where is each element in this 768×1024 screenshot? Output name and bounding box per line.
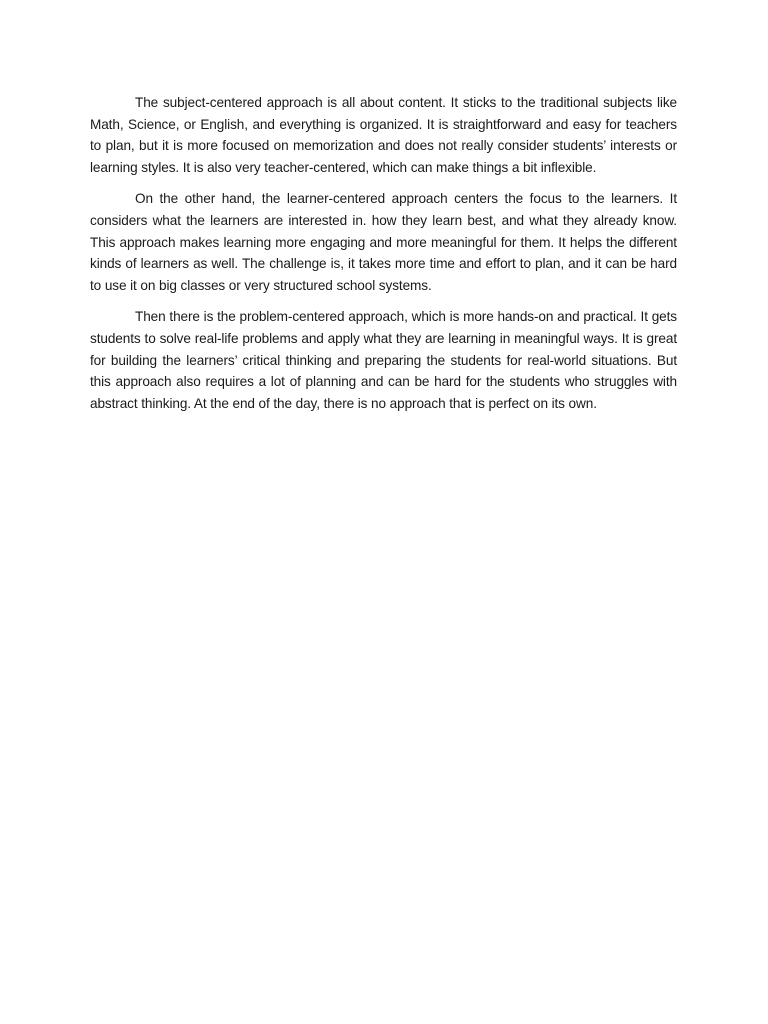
paragraph-subject-centered: The subject-centered approach is all about content. It sticks to the traditional subjects like Math, Science, or English, and everything is organized. It is straightforward and easy for teachers to plan, but it is more focused on memorization and does not really consider students’ interests or learning styles. It is also very teacher-centered, which can make things a bit inflexible.: [90, 95, 677, 175]
paragraph-learner-centered: On the other hand, the learner-centered approach centers the focus to the learners. It considers what the learners are interested in. how they learn best, and what they already know. This approach makes learning more engaging and more meaningful for them. It helps the different kinds of learners as well. The challenge is, it takes more time and effort to plan, and it can be hard to use it on big classes or very structured school systems.: [90, 191, 677, 293]
paragraph-problem-centered: Then there is the problem-centered approach, which is more hands-on and practical. It gets students to solve real-life problems and apply what they are learning in meaningful ways. It is great for building the learners’ critical thinking and preparing the students for real-world situations. But this approach also requires a lot of planning and can be hard for the students who struggles with abstract thinking. At the end of the day, there is no approach that is perfect on its own.: [90, 309, 677, 411]
